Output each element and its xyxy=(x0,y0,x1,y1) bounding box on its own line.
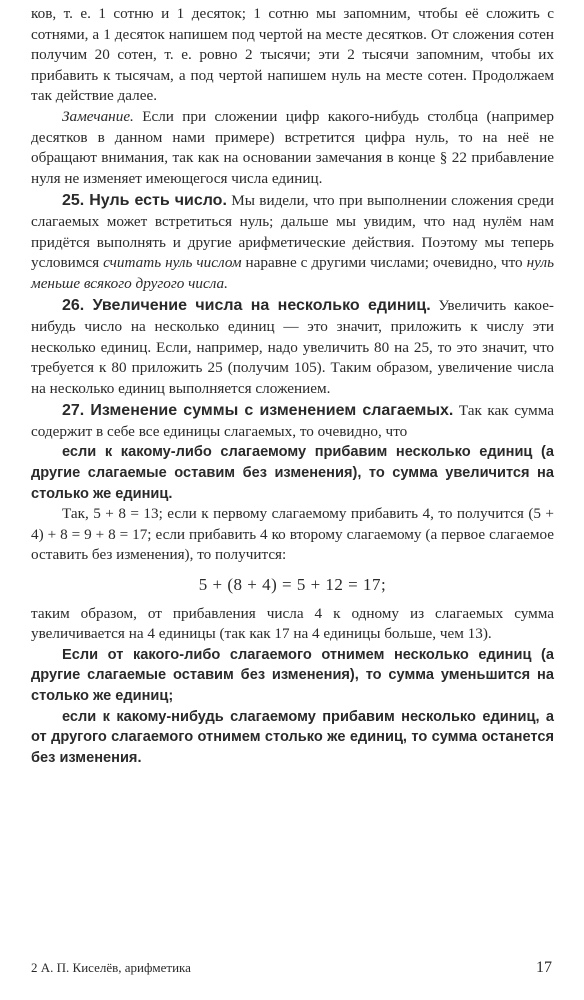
rule-decrease: Если от какого-либо слагаемого отнимем несколько единиц (а другие слагаемые оставим без изменения), то сумма уменьшится на столько же единиц; xyxy=(31,646,554,704)
section-27 xyxy=(31,401,554,442)
section-25-heading: 25. Нуль есть число. xyxy=(62,192,227,210)
paragraph-continuation: ков, т. е. 1 сотню и 1 десяток; 1 сотню мы запомним, чтобы её сложить с сотнями, а 1 десяток напишем под чертой на месте десятков. От сложения сотен получим 20 сотен, т. е. ровно 2 тысячи; эти 2 тысячи запомним, чтобы их прибавить к тысячам, а под чертой напишем нуль на месте сотен. Продолжаем так действие далее. xyxy=(31,5,554,105)
section-25-italic-1: считать нуль числом xyxy=(103,254,242,272)
formula: 5 + (8 + 4) = 5 + 12 = 17; xyxy=(198,575,387,595)
section-26-text: Увеличить какое-нибудь число на несколько единиц — это значит, приложить к числу эти несколько единиц. Если, например, надо увеличить 80 на 25, то это значит, что требуется к 80 приложить 25 (получим 105). Таким образом, увеличение числа на несколько единиц выполняется сложением. xyxy=(31,297,554,397)
example-conclusion: таким образом, от прибавления числа 4 к одному из слагаемых сумма увеличивается на 4 единицы (так как 17 на 4 единицы больше, чем 13). xyxy=(31,604,554,643)
rule-increase: если к какому-либо слагаемому прибавим несколько единиц (а другие слагаемые оставим без изменения), то сумма увеличится на столько же единиц. xyxy=(31,444,554,502)
section-26 xyxy=(31,296,554,399)
section-27-intro: Так как сумма содержит в себе все единицы слагаемых, то очевидно, что xyxy=(31,402,554,440)
section-25-italic-2: нуль меньше всякого другого числа. xyxy=(31,254,554,292)
page-footer xyxy=(31,958,552,979)
rule-unchanged: если к какому-нибудь слагаемому прибавим несколько единиц, а от другого слагаемого отнимем столько же единиц, то сумма останется без изменения. xyxy=(31,708,554,766)
section-25 xyxy=(31,191,554,294)
section-25-text-1: Мы видели, что при выполнении сложения среди слагаемых может встретиться нуль; дальше мы увидим, что над нулём нам придётся выполнять и другие арифметические действия. Поэтому мы теперь условимся xyxy=(31,192,554,272)
page-number: 17 xyxy=(536,959,552,976)
remark-text: Если при сложении цифр какого-нибудь столбца (например десятков в данном нами примере) встретится цифра нуль, то на неё не обращают внимания, так как на основании замечания в конце § 22 прибавление нуля не изменяет имеющегося числа единиц. xyxy=(31,107,554,187)
example-paragraph: Так, 5 + 8 = 13; если к первому слагаемому прибавить 4, то получится (5 + 4) + 8 = 9 + 8 = 17; если прибавить 4 ко второму слагаемому (а первое слагаемое оставить без изменения), то получится: xyxy=(31,505,554,564)
signature-mark: 2 А. П. Киселёв, арифметика xyxy=(31,960,191,975)
section-25-text-2: наравне с другими числами; очевидно, что xyxy=(241,254,527,272)
remark-label: Замечание. xyxy=(62,107,134,125)
section-27-heading: 27. Изменение суммы с изменением слагаемых. xyxy=(62,402,454,420)
remark-paragraph xyxy=(31,107,554,189)
section-26-heading: 26. Увеличение числа на несколько единиц. xyxy=(62,297,431,315)
